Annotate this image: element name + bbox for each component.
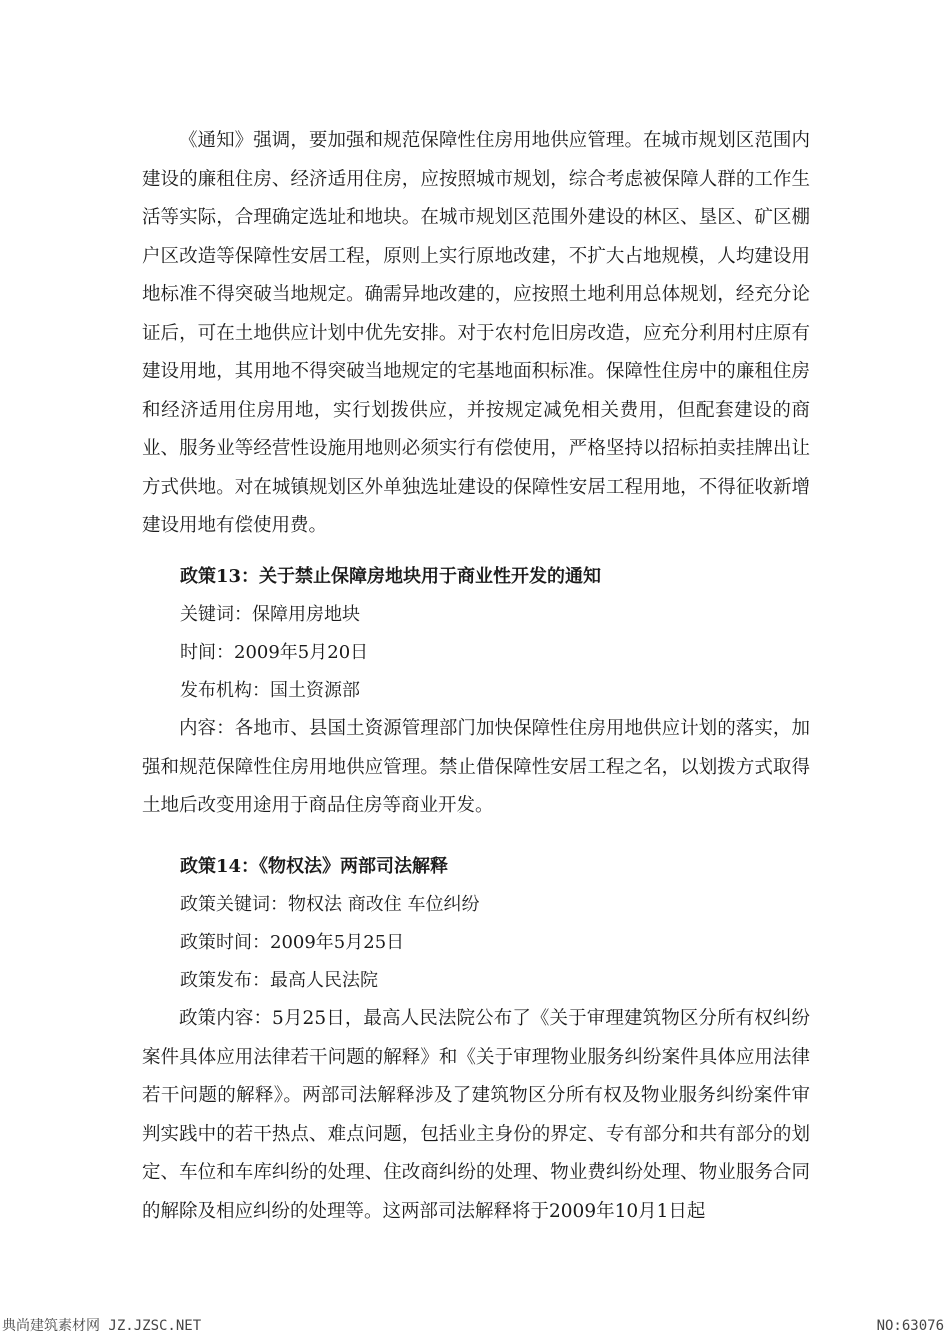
policy13-content-block	[142, 710, 810, 826]
footer-source: 典尚建筑素材网 JZ.JZSC.NET	[2, 1318, 202, 1334]
policy13-title: 政策13：关于禁止保障房地块用于商业性开发的通知	[180, 566, 602, 587]
intro-paragraph-block	[142, 122, 810, 546]
intro-paragraph: 《通知》强调，要加强和规范保障性住房用地供应管理。在城市规划区范围内建设的廉租住房、经济适用住房，应按照城市规划，综合考虑被保障人群的工作生活等实际，合理确定选址和地块。在城市规划区范围外建设的林区、垦区、矿区棚户区改造等保障性安居工程，原则上实行原地改建，不扩大占地规模，人均建设用地标准不得突破当地规定。确需异地改建的，应按照土地利用总体规划，经充分论证后，可在土地供应计划中优先安排。对于农村危旧房改造，应充分利用村庄原有建设用地，其用地不得突破当地规定的宅基地面积标准。保障性住房中的廉租住房和经济适用住房用地，实行划拨供应，并按规定减免相关费用，但配套建设的商业、服务业等经营性设施用地则必须实行有偿使用，严格坚持以招标拍卖挂牌出让方式供地。对在城镇规划区外单独选址建设的保障性安居工程用地，不得征收新增建设用地有偿使用费。	[142, 130, 810, 536]
policy14-time: 政策时间：2009年5月25日	[180, 932, 405, 953]
policy14-title: 政策14：《物权法》两部司法解释	[180, 856, 449, 877]
policy14-content: 政策内容：5月25日，最高人民法院公布了《关于审理建筑物区分所有权纠纷案件具体应用法律若干问题的解释》和《关于审理物业服务纠纷案件具体应用法律若干问题的解释》。两部司法解释涉及了建筑物区分所有权及物业服务纠纷案件审判实践中的若干热点、难点问题，包括业主身份的界定、专有部分和共有部分的划定、车位和车库纠纷的处理、住改商纠纷的处理、物业费纠纷处理、物业服务合同的解除及相应纠纷的处理等。这两部司法解释将于2009年10月1日起	[142, 1008, 810, 1222]
policy13-keywords: 关键词：保障用房地块	[180, 604, 360, 625]
policy13-time: 时间：2009年5月20日	[180, 642, 369, 663]
footer-number: NO:63076	[876, 1318, 944, 1334]
policy14-agency: 政策发布：最高人民法院	[180, 970, 378, 991]
policy14-content-block	[142, 1000, 810, 1231]
policy14-keywords: 政策关键词：物权法 商改住 车位纠纷	[180, 894, 480, 915]
policy13-content: 内容：各地市、县国土资源管理部门加快保障性住房用地供应计划的落实，加强和规范保障性住房用地供应管理。禁止借保障性安居工程之名，以划拨方式取得土地后改变用途用于商品住房等商业开发。	[142, 718, 810, 816]
policy13-agency: 发布机构：国土资源部	[180, 680, 360, 701]
